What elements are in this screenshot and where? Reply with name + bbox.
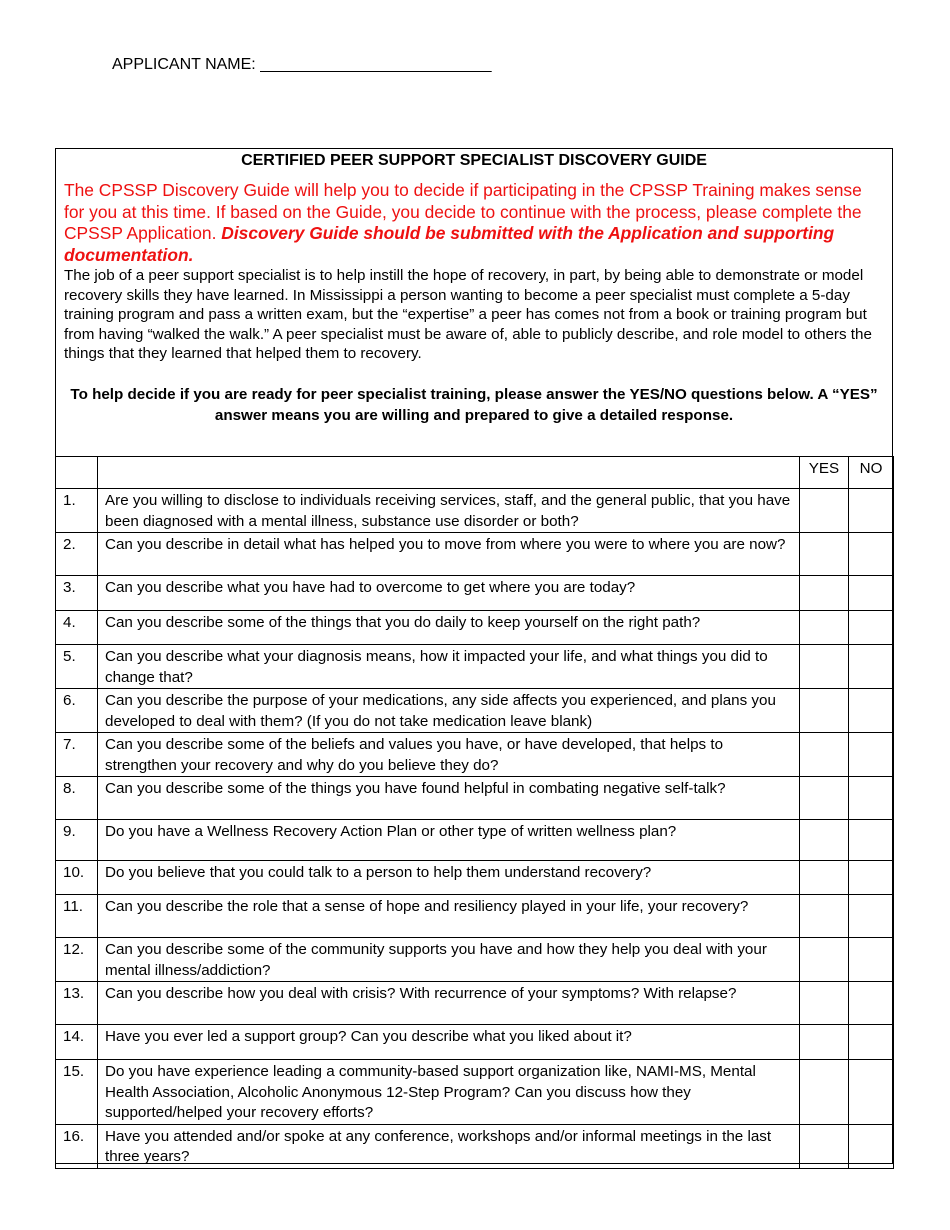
question-number: 5. xyxy=(56,645,98,689)
question-row xyxy=(56,777,894,820)
question-text: Can you describe the role that a sense of hope and resiliency played in your life, your recovery? xyxy=(98,895,800,938)
applicant-name-label: APPLICANT NAME: __________________________ xyxy=(112,56,492,73)
header-num-cell xyxy=(56,457,98,489)
question-text: Do you believe that you could talk to a person to help them understand recovery? xyxy=(98,861,800,895)
no-checkbox-cell[interactable] xyxy=(849,576,894,611)
instructions: To help decide if you are ready for peer specialist training, please answer the YES/NO questions below. A “YES” answer means you are willing and prepared to give a detailed response. xyxy=(70,385,878,424)
yes-checkbox-cell[interactable] xyxy=(800,533,849,576)
question-number: 1. xyxy=(56,489,98,533)
question-text: Can you describe some of the community supports you have and how they help you deal with your mental illness/addiction? xyxy=(98,938,800,982)
question-row xyxy=(56,533,894,576)
no-checkbox-cell[interactable] xyxy=(849,861,894,895)
question-row xyxy=(56,645,894,689)
question-row xyxy=(56,733,894,777)
yes-checkbox-cell[interactable] xyxy=(800,689,849,733)
question-number: 10. xyxy=(56,861,98,895)
question-number: 14. xyxy=(56,1025,98,1060)
yes-header: YES xyxy=(800,457,849,489)
header-question-cell xyxy=(98,457,800,489)
question-text: Can you describe what you have had to overcome to get where you are today? xyxy=(98,576,800,611)
guide-title: CERTIFIED PEER SUPPORT SPECIALIST DISCOVERY GUIDE xyxy=(241,152,707,169)
question-number: 4. xyxy=(56,611,98,645)
question-row xyxy=(56,861,894,895)
intro-paragraph xyxy=(56,180,892,266)
question-number: 8. xyxy=(56,777,98,820)
question-number: 16. xyxy=(56,1124,98,1168)
no-checkbox-cell[interactable] xyxy=(849,611,894,645)
no-checkbox-cell[interactable] xyxy=(849,982,894,1025)
question-text: Can you describe in detail what has helped you to move from where you were to where you are now? xyxy=(98,533,800,576)
no-checkbox-cell[interactable] xyxy=(849,895,894,938)
question-text: Can you describe how you deal with crisis? With recurrence of your symptoms? With relapse? xyxy=(98,982,800,1025)
question-text: Have you ever led a support group? Can you describe what you liked about it? xyxy=(98,1025,800,1060)
question-row xyxy=(56,489,894,533)
yes-checkbox-cell[interactable] xyxy=(800,733,849,777)
description-paragraph: The job of a peer support specialist is to help instill the hope of recovery, in part, by being able to demonstrate or model recovery skills they have learned. In Mississippi a person wanting to become a peer specialist must complete a 5-day training program and pass a written exam, but the “expertise” a peer has comes not from a book or training program but from having “walked the walk.” A peer specialist must be aware of, able to publicly describe, and role model to others the things that they learned that helped them to recovery. xyxy=(64,267,872,363)
question-number: 13. xyxy=(56,982,98,1025)
question-row xyxy=(56,938,894,982)
yes-checkbox-cell[interactable] xyxy=(800,895,849,938)
no-checkbox-cell[interactable] xyxy=(849,777,894,820)
question-row xyxy=(56,1124,894,1168)
intro-bold-text: Discovery Guide should be submitted with the Application and supporting documentation. xyxy=(64,223,835,265)
no-header: NO xyxy=(849,457,894,489)
question-number: 9. xyxy=(56,820,98,861)
no-checkbox-cell[interactable] xyxy=(849,689,894,733)
no-checkbox-cell[interactable] xyxy=(849,533,894,576)
no-checkbox-cell[interactable] xyxy=(849,1060,894,1125)
question-text: Have you attended and/or spoke at any conference, workshops and/or informal meetings in the last three years? xyxy=(98,1124,800,1168)
question-text: Do you have experience leading a community-based support organization like, NAMI-MS, Mental Health Association, Alcoholic Anonymous 12-Step Program? Can you discuss how they supported/helped your recovery efforts? xyxy=(98,1060,800,1125)
question-row xyxy=(56,689,894,733)
yes-checkbox-cell[interactable] xyxy=(800,1025,849,1060)
no-checkbox-cell[interactable] xyxy=(849,820,894,861)
yes-checkbox-cell[interactable] xyxy=(800,777,849,820)
yes-checkbox-cell[interactable] xyxy=(800,1060,849,1125)
question-row xyxy=(56,1025,894,1060)
question-text: Can you describe some of the things you have found helpful in combating negative self-talk? xyxy=(98,777,800,820)
intro-text: The CPSSP Discovery Guide will help you to decide if participating in the CPSSP Training makes sense for you at this time. If based on the Guide, you decide to continue with the process, please complete the CPSSP Application. xyxy=(64,180,862,243)
yes-checkbox-cell[interactable] xyxy=(800,611,849,645)
question-row xyxy=(56,611,894,645)
question-row xyxy=(56,982,894,1025)
yes-checkbox-cell[interactable] xyxy=(800,489,849,533)
yes-checkbox-cell[interactable] xyxy=(800,861,849,895)
question-text: Do you have a Wellness Recovery Action Plan or other type of written wellness plan? xyxy=(98,820,800,861)
yes-checkbox-cell[interactable] xyxy=(800,938,849,982)
yes-checkbox-cell[interactable] xyxy=(800,982,849,1025)
question-text: Are you willing to disclose to individuals receiving services, staff, and the general public, that you have been diagnosed with a mental illness, substance use disorder or both? xyxy=(98,489,800,533)
header-row xyxy=(56,457,894,489)
yes-checkbox-cell[interactable] xyxy=(800,645,849,689)
question-number: 2. xyxy=(56,533,98,576)
no-checkbox-cell[interactable] xyxy=(849,733,894,777)
question-number: 6. xyxy=(56,689,98,733)
question-number: 3. xyxy=(56,576,98,611)
yes-checkbox-cell[interactable] xyxy=(800,1124,849,1168)
questions-table xyxy=(55,456,894,1169)
question-text: Can you describe some of the beliefs and values you have, or have developed, that helps to strengthen your recovery and why do you believe they do? xyxy=(98,733,800,777)
question-row xyxy=(56,820,894,861)
yes-checkbox-cell[interactable] xyxy=(800,820,849,861)
no-checkbox-cell[interactable] xyxy=(849,1124,894,1168)
question-number: 15. xyxy=(56,1060,98,1125)
question-text: Can you describe what your diagnosis means, how it impacted your life, and what things you did to change that? xyxy=(98,645,800,689)
question-text: Can you describe some of the things that you do daily to keep yourself on the right path? xyxy=(98,611,800,645)
no-checkbox-cell[interactable] xyxy=(849,645,894,689)
question-number: 11. xyxy=(56,895,98,938)
no-checkbox-cell[interactable] xyxy=(849,489,894,533)
question-row xyxy=(56,895,894,938)
no-checkbox-cell[interactable] xyxy=(849,938,894,982)
question-number: 12. xyxy=(56,938,98,982)
question-number: 7. xyxy=(56,733,98,777)
question-row xyxy=(56,1060,894,1125)
yes-checkbox-cell[interactable] xyxy=(800,576,849,611)
no-checkbox-cell[interactable] xyxy=(849,1025,894,1060)
question-row xyxy=(56,576,894,611)
question-text: Can you describe the purpose of your medications, any side affects you experienced, and plans you developed to deal with them? (If you do not take medication leave blank) xyxy=(98,689,800,733)
